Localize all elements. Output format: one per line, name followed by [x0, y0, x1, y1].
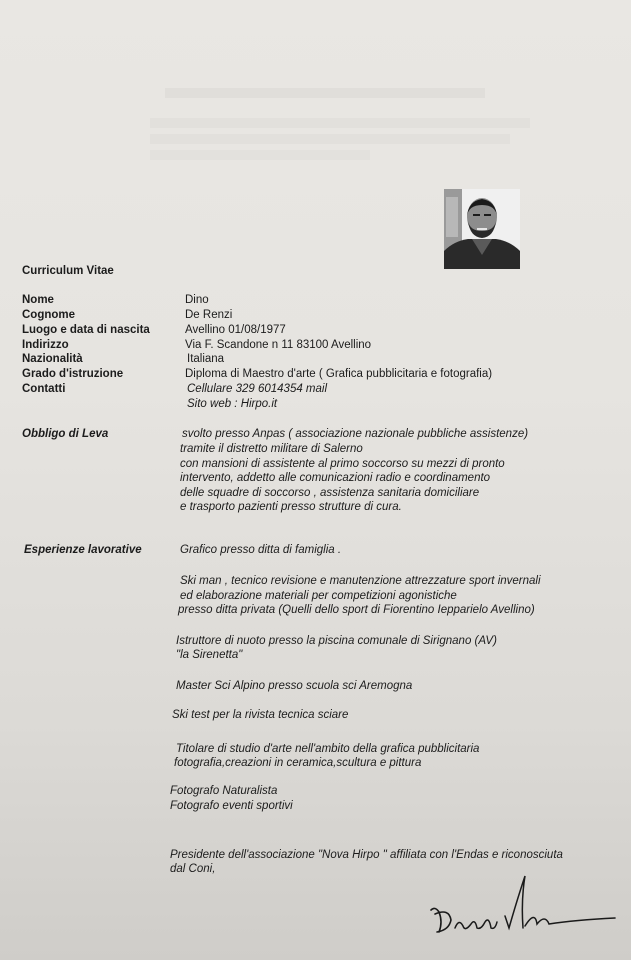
bleed-through	[165, 88, 485, 98]
value-istruzione: Diploma di Maestro d'arte ( Grafica pubblicitaria e fotografia)	[185, 368, 493, 380]
bleed-through	[150, 150, 370, 160]
leva-line: tramite il distretto militare di Salerno	[180, 443, 363, 455]
cv-heading: Curriculum Vitae	[22, 265, 114, 277]
exp-line: "la Sirenetta"	[176, 649, 243, 661]
exp-line: Ski test per la rivista tecnica sciare	[172, 709, 349, 721]
label-istruzione: Grado d'istruzione	[22, 368, 124, 380]
exp-line: Grafico presso ditta di famiglia .	[180, 544, 342, 556]
leva-line: intervento, addetto alle comunicazioni radio e coordinamento	[180, 472, 491, 484]
label-esperienze: Esperienze lavorative	[24, 544, 142, 556]
label-contatti: Contatti	[22, 383, 66, 395]
label-nome: Nome	[22, 294, 54, 306]
label-leva: Obbligo di Leva	[22, 428, 109, 440]
handwritten-signature	[425, 870, 625, 945]
exp-line: Istruttore di nuoto presso la piscina comunale di Sirignano (AV)	[176, 635, 497, 647]
value-cognome: De Renzi	[185, 309, 233, 321]
exp-line: Fotografo eventi sportivi	[170, 800, 293, 812]
exp-line: fotografia,creazioni in ceramica,scultura e pittura	[174, 757, 422, 769]
leva-line: delle squadre di soccorso , assistenza sanitaria domiciliare	[180, 487, 480, 499]
exp-line: Fotografo Naturalista	[170, 785, 278, 797]
label-nascita: Luogo e data di nascita	[22, 324, 150, 336]
leva-line: con mansioni di assistente al primo soccorso su mezzi di pronto	[180, 458, 505, 470]
bleed-through	[150, 118, 530, 128]
value-contatti: Cellulare 329 6014354 mail	[187, 383, 328, 395]
leva-line: svolto presso Anpas ( associazione nazionale pubbliche assistenze)	[182, 428, 529, 440]
label-nazionalita: Nazionalità	[22, 353, 83, 365]
exp-line: Presidente dell'associazione "Nova Hirpo " affiliata con l'Endas e riconosciuta	[170, 849, 563, 861]
label-indirizzo: Indirizzo	[22, 339, 69, 351]
bleed-through	[150, 134, 510, 144]
value-nome: Dino	[185, 294, 209, 306]
value-sito-web: Sito web : Hirpo.it	[187, 398, 278, 410]
exp-line: Ski man , tecnico revisione e manutenzione attrezzature sport invernali	[180, 575, 541, 587]
portrait-icon	[444, 189, 520, 269]
exp-line: dal Coni,	[170, 863, 216, 875]
value-indirizzo: Via F. Scandone n 11 83100 Avellino	[185, 339, 372, 351]
value-nascita: Avellino 01/08/1977	[185, 324, 286, 336]
leva-line: e trasporto pazienti presso strutture di cura.	[180, 501, 402, 513]
exp-line: Master Sci Alpino presso scuola sci Aremogna	[176, 680, 413, 692]
exp-line: presso ditta privata (Quelli dello sport di Fiorentino Iepparielo Avellino)	[178, 604, 535, 616]
value-nazionalita: Italiana	[187, 353, 225, 365]
label-cognome: Cognome	[22, 309, 76, 321]
exp-line: Titolare di studio d'arte nell'ambito della grafica pubblicitaria	[176, 743, 480, 755]
exp-line: ed elaborazione materiali per competizioni agonistiche	[180, 590, 457, 602]
portrait-photo	[444, 189, 520, 269]
